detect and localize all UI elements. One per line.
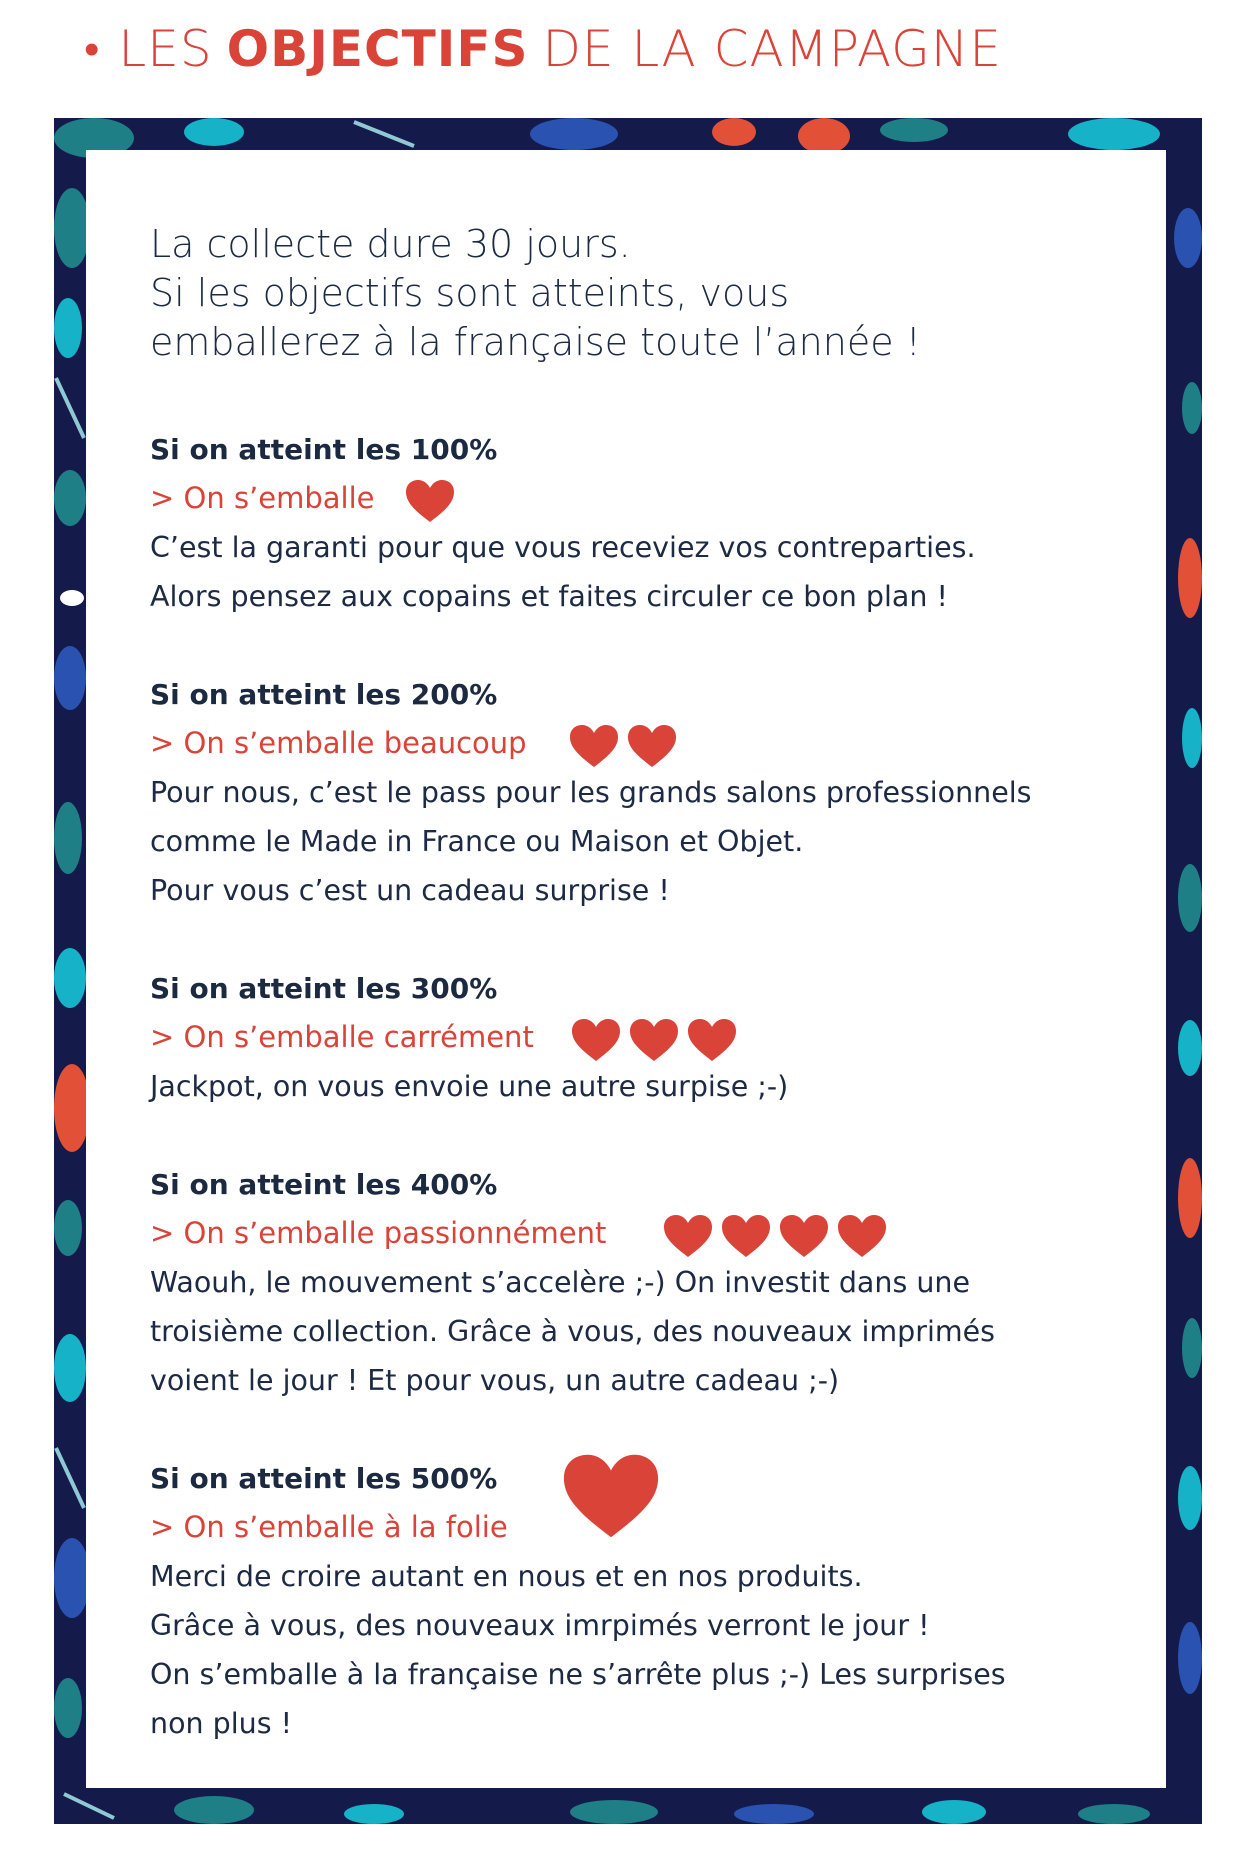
tier-100 [150, 425, 1150, 621]
tier-line: non plus ! [150, 1707, 293, 1740]
section-header [84, 14, 1002, 84]
tier-line: voient le jour ! Et pour vous, un autre cadeau ;-) [150, 1364, 840, 1397]
header-prefix: LES [118, 20, 213, 78]
tier-200 [150, 670, 1150, 915]
heart-icon [720, 1213, 772, 1259]
tier-line: On s’emballe à la française ne s’arrête plus ;-) Les surprises [150, 1658, 1006, 1691]
tier-line: Jackpot, on vous envoie une autre surpise ;-) [150, 1070, 789, 1103]
tier-tag-label: > On s’emballe passionnément [150, 1216, 607, 1250]
pattern-right [1174, 208, 1202, 1694]
pattern-left [54, 188, 90, 1738]
heart-icon [686, 1017, 738, 1063]
tier-line: Pour nous, c’est le pass pour les grands salons professionnels [150, 776, 1032, 809]
intro-line: La collecte dure 30 jours. [150, 222, 631, 266]
intro-text [150, 220, 1150, 367]
heart-icon [628, 1017, 680, 1063]
tier-line: C’est la garanti pour que vous receviez vos contreparties. [150, 531, 976, 564]
tier-line: Waouh, le mouvement s’accelère ;-) On investit dans une [150, 1266, 971, 1299]
tier-line: Grâce à vous, des nouveaux imrpimés verront le jour ! [150, 1609, 930, 1642]
tier-title-label: Si on atteint les 500% [150, 1462, 498, 1495]
heart-rating [404, 478, 456, 524]
heart-rating [568, 723, 678, 769]
tier-line: Merci de croire autant en nous et en nos produits. [150, 1560, 863, 1593]
tier-tag [150, 1013, 1150, 1062]
tier-tag [150, 1209, 1150, 1258]
pattern-bottom [64, 1794, 1150, 1824]
heart-icon [626, 723, 678, 769]
header-bullet: • [84, 23, 101, 75]
objectives-card [86, 150, 1166, 1788]
tier-title [150, 1454, 1150, 1503]
tier-title: Si on atteint les 400% [150, 1168, 498, 1201]
heart-rating [662, 1213, 888, 1259]
tier-tag: > On s’emballe à la folie [150, 1510, 508, 1544]
heart-icon [570, 1017, 622, 1063]
heart-icon [778, 1213, 830, 1259]
tier-line: comme le Made in France ou Maison et Objet. [150, 825, 804, 858]
tier-tag-label: > On s’emballe carrément [150, 1020, 534, 1054]
tier-tag [150, 474, 1150, 523]
heart-icon [404, 478, 456, 524]
heart-icon [662, 1213, 714, 1259]
tier-title: Si on atteint les 200% [150, 678, 498, 711]
tier-tag-label: > On s’emballe beaucoup [150, 726, 527, 760]
card-content [150, 220, 1150, 1797]
tier-300 [150, 964, 1150, 1111]
tier-500 [150, 1454, 1150, 1748]
header-suffix: DE LA CAMPAGNE [542, 20, 1002, 78]
tier-line: Alors pensez aux copains et faites circuler ce bon plan ! [150, 580, 948, 613]
tier-title: Si on atteint les 100% [150, 433, 498, 466]
tier-tag [150, 719, 1150, 768]
header-highlight: OBJECTIFS [226, 20, 529, 78]
tier-line: Pour vous c’est un cadeau surprise ! [150, 874, 670, 907]
heart-icon [836, 1213, 888, 1259]
tier-title: Si on atteint les 300% [150, 972, 498, 1005]
tier-400 [150, 1160, 1150, 1405]
heart-rating [570, 1017, 738, 1063]
intro-line: emballerez à la française toute l’année ! [150, 320, 921, 364]
tier-line: troisième collection. Grâce à vous, des nouveaux imprimés [150, 1315, 996, 1348]
heart-icon [568, 723, 620, 769]
tier-tag-label: > On s’emballe [150, 481, 375, 515]
intro-line: Si les objectifs sont atteints, vous [150, 271, 790, 315]
